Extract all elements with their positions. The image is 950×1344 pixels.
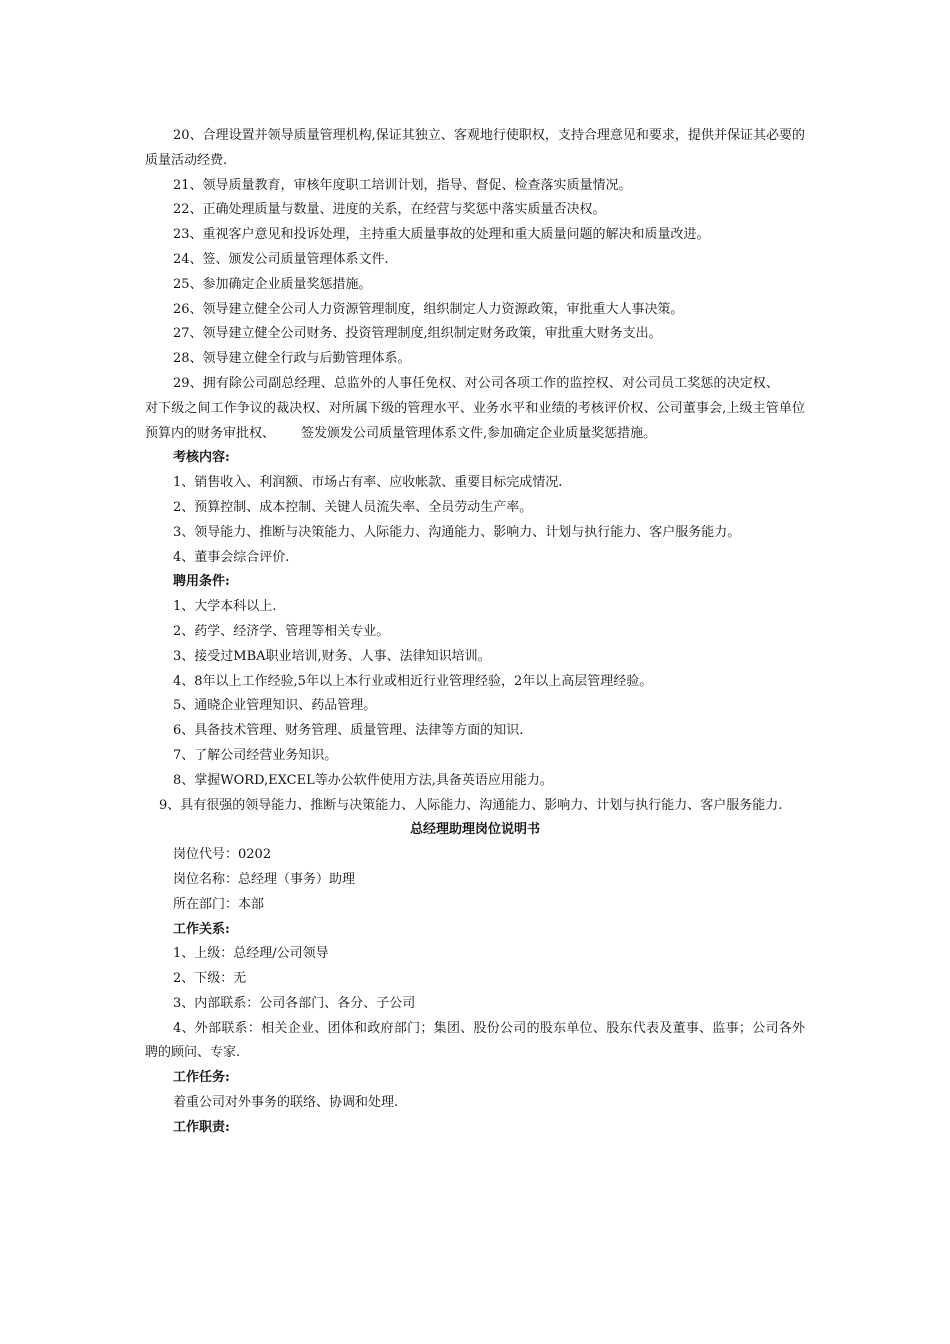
requirement-item: 5、通晓企业管理知识、药品管理。	[173, 698, 377, 714]
duty-item: 23、重视客户意见和投诉处理，主持重大质量事故的处理和重大质量问题的解决和质量改进。	[173, 227, 710, 243]
doc-title: 总经理助理岗位说明书	[409, 822, 540, 838]
duty-item: 26、领导建立健全公司人力资源管理制度，组织制定人力资源政策，审批重大人事决策。	[173, 301, 684, 317]
requirement-item-9: 9、具有很强的领导能力、推断与决策能力、人际能力、沟通能力、影响力、计划与执行能力、客户服务能力.	[159, 797, 783, 813]
info-line: 所在部门：本部	[173, 896, 265, 912]
task-text: 着重公司对外事务的联络、协调和处理.	[173, 1095, 399, 1111]
requirement-item: 1、大学本科以上.	[173, 599, 277, 615]
document-page	[145, 124, 805, 1141]
requirements-heading: 聘用条件:	[173, 574, 230, 590]
responsibilities-heading: 工作职责:	[173, 1119, 230, 1135]
relations-heading: 工作关系:	[173, 921, 230, 937]
assessment-heading: 考核内容:	[173, 450, 230, 466]
requirement-item: 8、掌握WORD,EXCEL等办公软件使用方法,具备英语应用能力。	[173, 772, 553, 788]
assessment-item: 3、领导能力、推断与决策能力、人际能力、沟通能力、影响力、计划与执行能力、客户服务能力。	[173, 524, 741, 540]
duty-item-29	[145, 372, 805, 446]
duty-item: 28、领导建立健全行政与后勤管理体系。	[173, 351, 411, 367]
requirement-item: 2、药学、经济学、管理等相关专业。	[173, 623, 390, 639]
relation-item: 2、下级：无	[173, 971, 247, 987]
assessment-item: 1、销售收入、利润额、市场占有率、应收帐款、重要目标完成情况.	[173, 475, 563, 491]
duty-item: 27、领导建立健全公司财务、投资管理制度,组织制定财务政策，审批重大财务支出。	[173, 326, 662, 342]
duty-item: 22、正确处理质量与数量、进度的关系，在经营与奖惩中落实质量否决权。	[173, 202, 606, 218]
requirement-item: 7、了解公司经营业务知识。	[173, 747, 338, 763]
duty-item: 25、参加确定企业质量奖惩措施。	[173, 276, 372, 292]
info-line: 岗位代号：0202	[173, 847, 272, 863]
task-heading: 工作任务:	[173, 1070, 230, 1086]
relation-item: 1、上级：总经理/公司领导	[173, 946, 329, 962]
requirement-item: 4、8年以上工作经验,5年以上本行业或相近行业管理经验，2年以上高层管理经验。	[173, 673, 653, 689]
relation-item: 4、外部联系：相关企业、团体和政府部门；集团、股份公司的股东单位、股东代表及董事、监事；公司各外聘的顾问、专家.	[145, 1020, 805, 1061]
duty-item: 24、签、颁发公司质量管理体系文件.	[173, 251, 389, 267]
requirement-item: 6、具备技术管理、财务管理、质量管理、法律等方面的知识.	[173, 723, 524, 739]
duty-29-part2: 对下级之间工作争议的裁决权、对所属下级的管理水平、业务水平和业绩的考核评价权、公司董事会,上级主管单位预算内的财务审批权、	[145, 400, 805, 441]
duty-29-part1: 29、拥有除公司副总经理、总监外的人事任免权、对公司各项工作的监控权、对公司员工奖惩的决定权、	[173, 375, 779, 391]
relation-item: 3、内部联系：公司各部门、各分、子公司	[173, 995, 416, 1011]
duty-item: 20、合理设置并领导质量管理机构,保证其独立、客观地行使职权，支持合理意见和要求，提供并保证其必要的质量活动经费.	[145, 128, 805, 168]
assessment-item: 4、董事会综合评价.	[173, 549, 290, 565]
duty-item: 21、领导质量教育，审核年度职工培训计划，指导、督促、检查落实质量情况。	[173, 177, 632, 193]
info-line: 岗位名称：总经理（事务）助理	[173, 871, 356, 887]
requirement-item: 3、接受过MBA职业培训,财务、人事、法律知识培训。	[173, 648, 491, 664]
duty-29-part3: 签发颁发公司质量管理体系文件,参加确定企业质量奖惩措施。	[301, 425, 657, 441]
assessment-item: 2、预算控制、成本控制、关键人员流失率、全员劳动生产率。	[173, 499, 533, 515]
